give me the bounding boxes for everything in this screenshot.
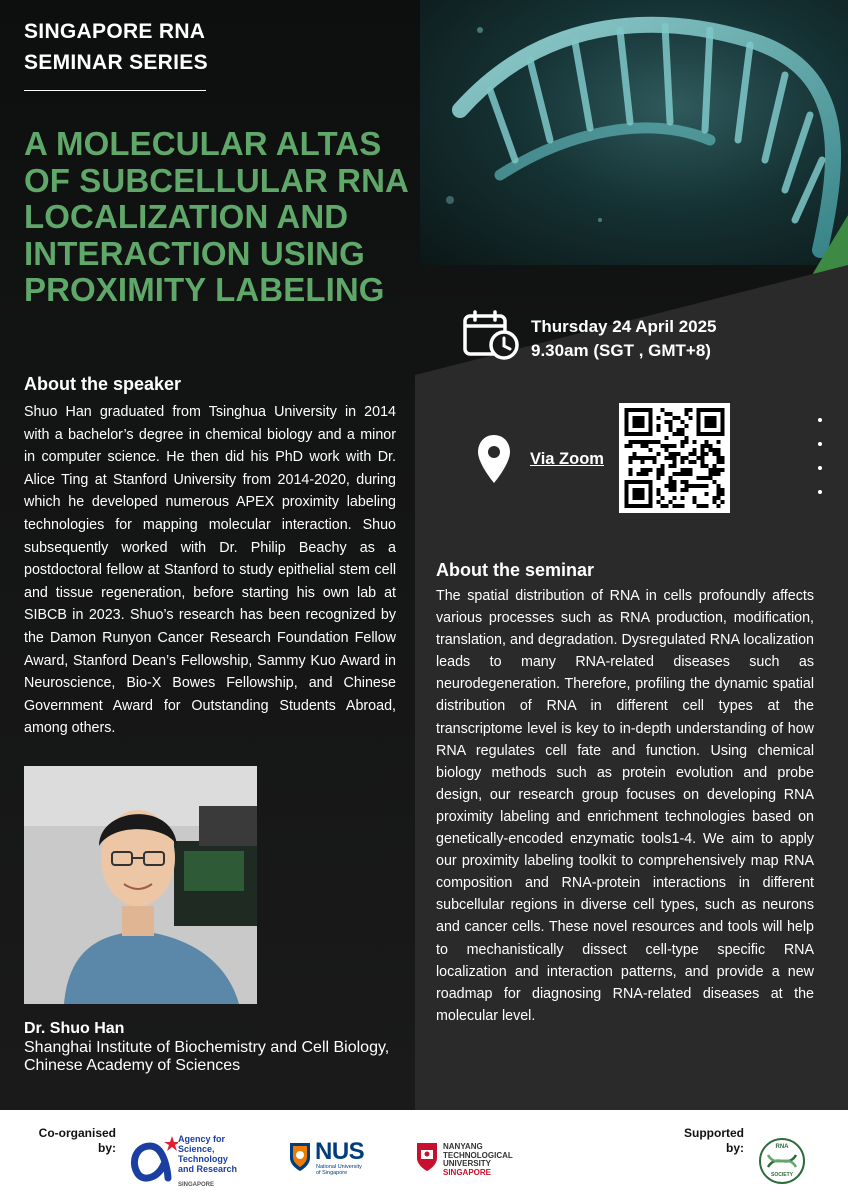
footer xyxy=(0,1110,848,1200)
ntu-line-1: NANYANG xyxy=(443,1142,483,1151)
ntu-line-4: SINGAPORE xyxy=(443,1167,492,1177)
zoom-link[interactable]: Via Zoom xyxy=(530,450,604,468)
rna-society-logo xyxy=(758,1137,806,1185)
ntu-line-2: TECHNOLOGICAL xyxy=(443,1150,513,1160)
speaker-photo xyxy=(24,766,257,1004)
seminar-abstract: The spatial distribution of RNA in cells profoundly affects various processes such as RNA production, modification, translation, and degradation. Dysregulated RNA localization leads to many RNA-related diseases such as neurodegeneration. Therefore, profiling the dynamic spatial distribution of RNA in different cell types at the transcriptome level is key to in-depth understanding of how RNA regulates cell fate and function. Using chemical biology methods such as protein evolution and probe design, our research group focuses on developing RNA proximity labeling and enrichment technologies based on genetically-encoded enzymatic tools1-4. We aim to apply our proximity labeling toolkit to comprehensively map RNA composition and RNA-protein interactions in different subcellular regions in diverse cell types, such as neurons and cancer cells. These novel resources and tools will help to mechanistically dissect cell-type specific RNA localization and interaction patterns, and provide a new roadmap for diagnosing RNA-related diseases at the molecular level. xyxy=(436,588,814,1024)
series-title xyxy=(24,16,208,78)
speaker-bio: Shuo Han graduated from Tsinghua University in 2014 with a bachelor’s degree in chemical biology and a minor in computer science. He then did his PhD work with Dr. Alice Ting at Stanford University from 2014-2020, during which he developed numerous APEX proximity labeling technologies for mapping molecular interaction. Shuo subsequently worked with Dr. Philip Beachy as a postdoctoral fellow at Stanford to study epithelial stem cell and tissue regeneration, before starting his own lab at SIBCB in 2023. Shuo’s research has been recognized by the Damon Runyon Cancer Research Foundation Fellow Award, Stanford Dean’s Fellowship, Sammy Kuo Award in Neuroscience, Bio-X Bowes Fellowship, and Chinese Government Award for Outstanding Students Abroad, among others. xyxy=(24,404,396,737)
nus-name: NUS xyxy=(315,1138,365,1165)
location-pin-icon xyxy=(476,433,512,490)
supported-line-2: by: xyxy=(726,1141,744,1155)
coorganised-line-2: by: xyxy=(98,1141,116,1155)
qr-code[interactable] xyxy=(619,403,730,513)
about-speaker-heading: About the speaker xyxy=(24,374,182,394)
speaker-name: Dr. Shuo Han xyxy=(24,1020,125,1037)
dna-illustration xyxy=(420,0,848,265)
nus-line-2: of Singapore xyxy=(316,1170,348,1176)
rna-society-line-2: SOCIETY xyxy=(771,1172,793,1178)
astar-line-2: Science, Technology xyxy=(178,1144,228,1164)
astar-line-4: SINGAPORE xyxy=(178,1182,215,1188)
calendar-clock-icon xyxy=(462,310,520,365)
divider xyxy=(24,90,206,91)
event-time: 9.30am (SGT , GMT+8) xyxy=(531,341,711,360)
nus-logo xyxy=(289,1140,399,1182)
astar-logo xyxy=(128,1130,258,1188)
supported-line-1: Supported xyxy=(684,1126,744,1140)
supported-label xyxy=(662,1126,744,1156)
ntu-logo xyxy=(416,1142,546,1182)
event-datetime xyxy=(531,315,717,363)
nus-line-1: National University xyxy=(316,1164,362,1170)
coorganised-label xyxy=(26,1126,116,1156)
rna-society-line-1: RNA xyxy=(775,1144,789,1150)
speaker-affiliation: Shanghai Institute of Biochemistry and Cell Biology, Chinese Academy of Sciences xyxy=(24,1039,390,1074)
decorative-dots xyxy=(818,418,830,498)
series-line-1: SINGAPORE RNA xyxy=(24,20,206,43)
astar-line-1: Agency for xyxy=(178,1134,226,1144)
coorganised-line-1: Co-organised xyxy=(38,1126,116,1140)
event-date: Thursday 24 April 2025 xyxy=(531,317,717,336)
seminar-title: A MOLECULAR ALTAS OF SUBCELLULAR RNA LOCALIZATION AND INTERACTION USING PROXIMITY LABELING xyxy=(24,125,408,308)
astar-line-3: and Research xyxy=(178,1164,238,1174)
series-line-2: SEMINAR SERIES xyxy=(24,51,208,74)
about-seminar-heading: About the seminar xyxy=(436,560,595,580)
ntu-line-3: UNIVERSITY xyxy=(443,1159,492,1169)
